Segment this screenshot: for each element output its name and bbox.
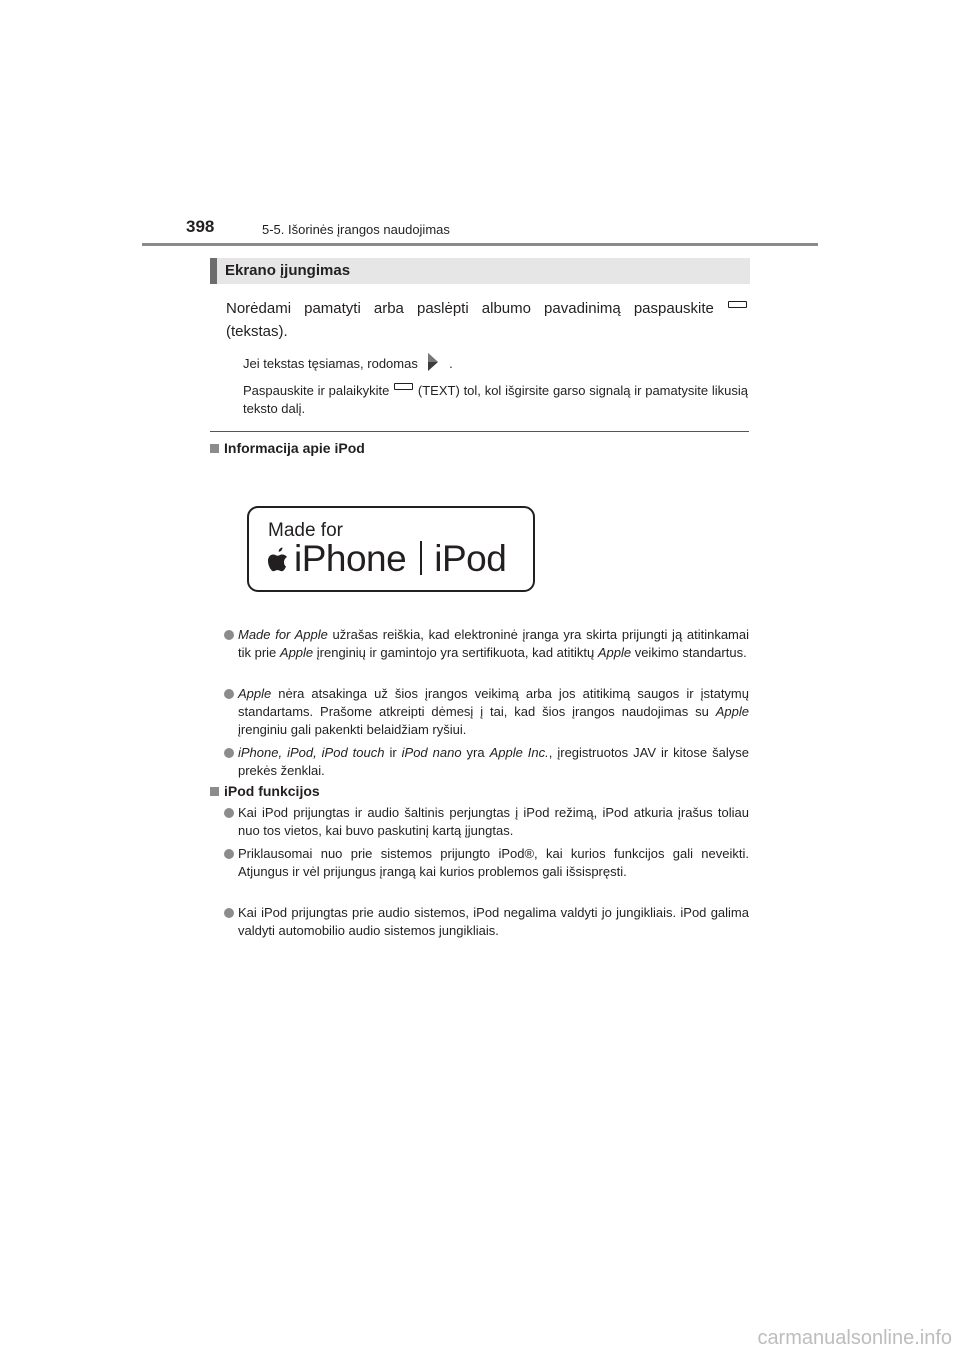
item-text: nėra atsakinga už šios įrangos veikimą arba jos atitikimą saugos ir įstatymų standartams. Prašome atkreipti dėmesį į tai, kad šios įrangos naudojimas su — [238, 686, 749, 719]
section-divider — [210, 431, 749, 432]
item-emphasis: Apple — [238, 686, 272, 701]
note-continuation — [243, 352, 748, 373]
subheading-ipod-functions — [210, 783, 320, 799]
made-for-iphone-ipod-badge — [247, 506, 535, 592]
bullet-dot-icon — [224, 849, 234, 859]
subheading-ipod-info — [210, 440, 365, 456]
page-number: 398 — [186, 217, 215, 236]
item-emphasis: iPhone, iPod, iPod touch — [238, 745, 385, 760]
apple-logo-icon — [266, 546, 290, 574]
note2-text-2: (TEXT) tol, kol išgirsite garso signalą ir pamatysite likusią teksto dalį. — [243, 383, 748, 416]
item-emphasis: Apple — [597, 645, 632, 660]
item-text: Kai iPod prijungtas ir audio šaltinis perjungtas į iPod režimą, iPod atkuria įrašus toliau nuo tos vietos, kai buvo paskutinį kartą įjungtas. — [238, 805, 749, 838]
text-button-icon — [728, 301, 747, 308]
item-emphasis: iPod nano — [401, 745, 462, 760]
badge-iphone: iPhone — [294, 538, 407, 579]
note1-text-2: . — [449, 356, 453, 371]
list-item — [224, 744, 749, 780]
item-text: veikimo standartus. — [631, 645, 747, 660]
subheading-text: iPod funkcijos — [224, 783, 320, 799]
item-text: , įregistruotos JAV ir kitose šalyse prekės ženklai. — [238, 745, 749, 778]
item-emphasis: Made for Apple — [238, 627, 328, 642]
text-button-icon — [394, 383, 413, 390]
bullet-dot-icon — [224, 808, 234, 818]
heading-accent — [210, 258, 217, 284]
list-item — [224, 845, 749, 881]
item-text: įrenginių ir gamintojo yra sertifikuota, kad atitiktų — [313, 645, 598, 660]
item-text: Kai iPod prijungtas prie audio sistemos, iPod negalima valdyti jo jungikliais. iPod galima valdyti automobilio audio sistemos jungikliais. — [238, 905, 749, 938]
list-item — [224, 626, 749, 662]
bullet-dot-icon — [224, 630, 234, 640]
watermark: carmanualsonline.info — [757, 1327, 952, 1349]
item-emphasis: Apple — [715, 704, 749, 719]
badge-ipod: iPod — [434, 538, 507, 579]
note2-text-1: Paspauskite ir palaikykite — [243, 383, 390, 398]
item-text: ir — [384, 745, 402, 760]
badge-product-line — [266, 538, 506, 580]
list-item — [224, 685, 749, 739]
item-text: yra — [461, 745, 490, 760]
lead-paragraph — [226, 297, 748, 343]
item-text: įrenginiu gali pakenkti belaidžiam ryšiui. — [238, 722, 467, 737]
lead-text-1: Norėdami pamatyti arba paslėpti albumo pavadinimą paspauskite — [226, 300, 714, 317]
item-emphasis: Apple Inc. — [489, 745, 549, 760]
item-text: Priklausomai nuo prie sistemos prijungto iPod®, kai kurios funkcijos gali neveikti. Atjungus ir vėl prijungus įrangą kai kurios problemos gali išsispręsti. — [238, 846, 749, 879]
bullet-dot-icon — [224, 748, 234, 758]
section-heading: Ekrano įjungimas — [225, 262, 351, 279]
list-item — [224, 804, 749, 840]
square-bullet-icon — [210, 787, 219, 796]
item-emphasis: Apple — [279, 645, 314, 660]
badge-separator — [420, 541, 422, 575]
section-title: 5-5. Išorinės įrangos naudojimas — [262, 222, 450, 237]
badge-made-for: Made for — [268, 520, 343, 541]
subheading-text: Informacija apie iPod — [224, 440, 365, 456]
section-heading-bar — [210, 258, 750, 284]
next-page-icon — [427, 352, 439, 372]
item-text: užrašas reiškia, kad elektroninė įranga yra skirta prijungti ją atitinkamai tik prie — [238, 627, 749, 660]
bullet-dot-icon — [224, 908, 234, 918]
list-item — [224, 904, 749, 940]
lead-text-2: (tekstas). — [226, 323, 288, 340]
note-press-hold — [243, 382, 748, 418]
note1-text-1: Jei tekstas tęsiamas, rodomas — [243, 356, 418, 371]
header-rule — [142, 243, 818, 246]
square-bullet-icon — [210, 444, 219, 453]
bullet-dot-icon — [224, 689, 234, 699]
